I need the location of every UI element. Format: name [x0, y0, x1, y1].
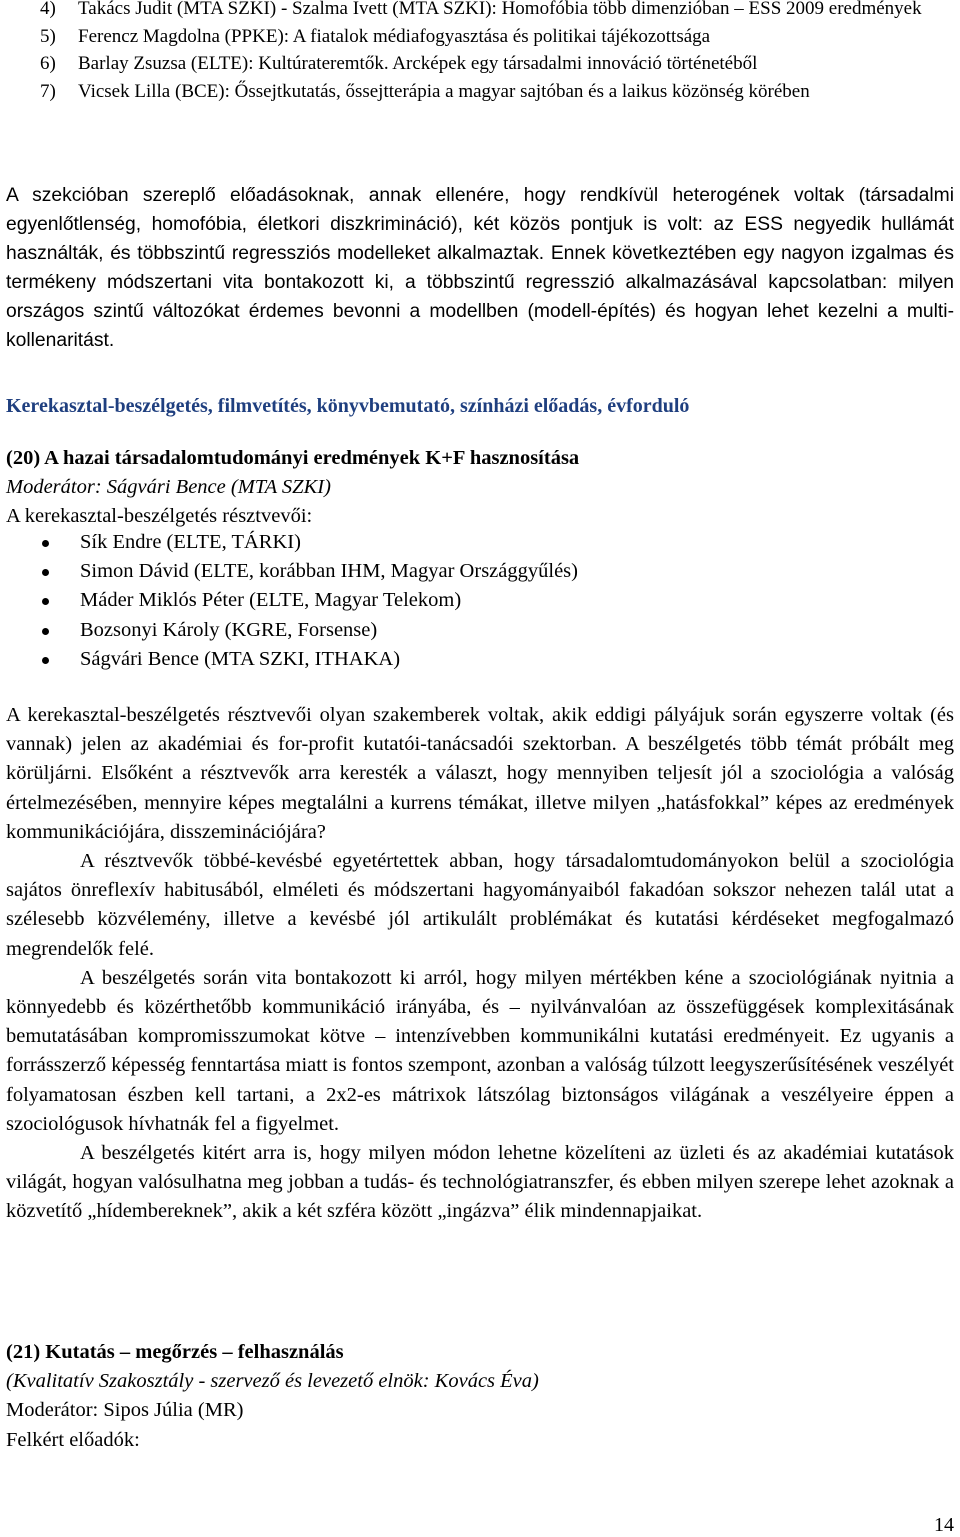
- list-item: [6, 528, 578, 557]
- list-item: [40, 50, 955, 78]
- speakers-label: Felkért előadók:: [6, 1428, 140, 1451]
- list-item: [40, 0, 955, 23]
- section-heading: Kerekasztal-beszélgetés, filmvetítés, könyvbemutató, színházi előadás, évforduló: [6, 395, 690, 417]
- participant-name: Bozsonyi Károly (KGRE, Forsense): [80, 618, 378, 641]
- bullet-icon: [42, 540, 49, 547]
- list-item-text: Ferencz Magdolna (PPKE): A fiatalok médiafogyasztása és politikai tájékozottsága: [78, 25, 711, 47]
- participant-name: Ságvári Bence (MTA SZKI, ITHAKA): [80, 647, 401, 670]
- list-item-number: 5): [40, 25, 56, 47]
- session-21-header: [6, 1338, 954, 1455]
- list-item: [6, 616, 578, 645]
- session-21-subtitle: (Kvalitatív Szakosztály - szervező és levezető elnök: Kovács Éva): [6, 1370, 539, 1393]
- session-21-moderator: Moderátor: Sipos Júlia (MR): [6, 1399, 244, 1422]
- bullet-icon: [42, 628, 49, 635]
- list-item-text: Barlay Zsuzsa (ELTE): Kultúrateremtők. Arcképek egy társadalmi innováció történetéből: [78, 53, 758, 74]
- list-item: [6, 557, 578, 586]
- session-20-moderator: Moderátor: Ságvári Bence (MTA SZKI): [6, 476, 331, 499]
- paragraph: A kerekasztal-beszélgetés résztvevői olyan szakemberek voltak, akik eddigi pályájuk során egyszerre voltak (és vannak) jelen az akadémiai és for-profit kutatói-tanácsadói szektorban. A beszélgetés több témát próbált meg körüljárni. Elsőként a résztvevők arra keresték a választ, hogy mennyiben teljesít jól a szociológia a valóság értelmezésében, mennyire képes megtalálni a kurrens témákat, illetve milyen „hatásfokkal” képes az eredmények kommunikációjára, disszeminációjára?: [6, 704, 954, 843]
- session-20-header: [6, 444, 954, 532]
- list-item: [40, 78, 955, 106]
- participant-name: Sík Endre (ELTE, TÁRKI): [80, 531, 301, 553]
- paragraph: A beszélgetés kitért arra is, hogy milyen módon lehetne közelíteni az üzleti és az akadémiai kutatások világát, hogyan valósulhatna meg jobban a tudás- és technológiatranszfer, és ebben milyen szerepe lehet azoknak a közvetítő „hídembereknek”, akik a két szféra között „ingázva” élik mindennapjaikat.: [6, 1142, 954, 1223]
- section-summary-paragraph: A szekcióban szereplő előadásoknak, annak ellenére, hogy rendkívül heterogének voltak (társadalmi egyenlőtlenség, homofóbia, életkori diszkrimináció), két közös pontjuk is volt: az ESS negyedik hullámát használták, és többszintű regressziós modelleket alkalmaztak. Ennek következtében egy nagyon izgalmas és termékeny módszertani vita bontakozott ki, a többszintű regresszió alkalmazásával kapcsolatban: milyen országos szintű változókat érdemes bevonni a modellben (modell-építés) és hogyan lehet kezelni a multi-kollenaritást.: [6, 185, 954, 351]
- bullet-icon: [42, 569, 49, 576]
- list-item: [6, 586, 578, 615]
- participant-name: Máder Miklós Péter (ELTE, Magyar Telekom): [80, 589, 462, 612]
- list-item-text: Takács Judit (MTA SZKI) - Szalma Ivett (MTA SZKI): Homofóbia több dimenzióban – ESS 2009 eredmények: [78, 0, 922, 19]
- paragraph: A résztvevők többé-kevésbé egyetértettek abban, hogy társadalomtudományokon belül a szociológia sajátos önreflexív habitusából, elméleti és módszertani hagyományaiból fakadóan sokszor nehezen talál utat a szélesebb közvélemény, illetve a kevésbé jól artikulált problémákat és kutatási kérdéseket megfogalmazó megrendelők felé.: [6, 850, 954, 960]
- participants-list: [6, 528, 578, 674]
- session-20-title: (20) A hazai társadalomtudományi eredmények K+F hasznosítása: [6, 447, 580, 469]
- session-21-title: (21) Kutatás – megőrzés – felhasználás: [6, 1341, 344, 1363]
- list-item-text: Vicsek Lilla (BCE): Őssejtkutatás, őssejtterápia a magyar sajtóban és a laikus közönség körében: [78, 80, 810, 102]
- page-number: 14: [934, 1514, 954, 1536]
- list-item: [6, 645, 578, 674]
- list-item-number: 6): [40, 53, 56, 74]
- paragraph: A beszélgetés során vita bontakozott ki arról, hogy milyen mértékben kéne a szociológiának nyitnia a könnyedebb és közérthetőbb kommunikáció irányába, és – nyilvánvalóan az összefüggések komplexitásának bemutatásában kompromisszumokat kötve – intenzívebben kommunikálni kutatási eredményeit. Ez ugyanis a forrásszerző képesség fenntartása miatt is fontos szempont, azonban a valóság túlzott leegyszerűsítésének veszélyét folyamatosan észben kell tartani, a 2x2-es mátrixok látszólag biztonságos világának a veszélyeire éppen a szociológusok hívhatnák fel a figyelmet.: [6, 966, 954, 1135]
- presentation-list: [40, 0, 955, 105]
- list-item-number: 4): [40, 0, 56, 19]
- bullet-icon: [42, 657, 49, 664]
- list-item-number: 7): [40, 80, 56, 102]
- bullet-icon: [42, 598, 49, 605]
- participants-label: A kerekasztal-beszélgetés résztvevői:: [6, 505, 313, 528]
- participant-name: Simon Dávid (ELTE, korábban IHM, Magyar Országgyűlés): [80, 560, 578, 583]
- discussion-text: [6, 701, 954, 1227]
- list-item: [40, 23, 955, 51]
